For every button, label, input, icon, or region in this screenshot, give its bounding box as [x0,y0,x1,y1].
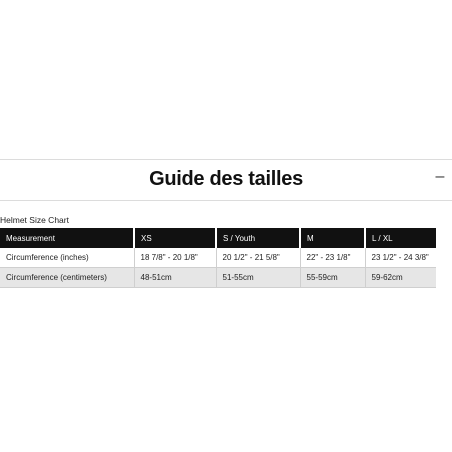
table-cell: 23 1/2" - 24 3/8" [365,248,436,268]
table-cell: 51-55cm [216,268,300,288]
column-header-measurement: Measurement [0,228,134,248]
table-row [0,268,436,288]
size-guide-title: Guide des tailles [149,168,303,190]
row-label: Circumference (inches) [0,248,134,268]
column-header-s-youth: S / Youth [216,228,300,248]
table-cell: 20 1/2" - 21 5/8" [216,248,300,268]
column-header-m: M [300,228,365,248]
table-cell: 48-51cm [134,268,216,288]
row-label: Circumference (centimeters) [0,268,134,288]
size-chart-caption: Helmet Size Chart [0,215,69,225]
table-cell: 55-59cm [300,268,365,288]
column-header-l-xl: L / XL [365,228,436,248]
table-cell: 59-62cm [365,268,436,288]
table-header-row [0,228,436,248]
column-header-xs: XS [134,228,216,248]
table-cell: 22" - 23 1/8" [300,248,365,268]
table-cell: 18 7/8" - 20 1/8" [134,248,216,268]
size-chart-table [0,228,436,288]
size-guide-section [0,159,452,201]
table-row [0,248,436,268]
collapse-toggle-icon[interactable]: – [435,168,445,185]
